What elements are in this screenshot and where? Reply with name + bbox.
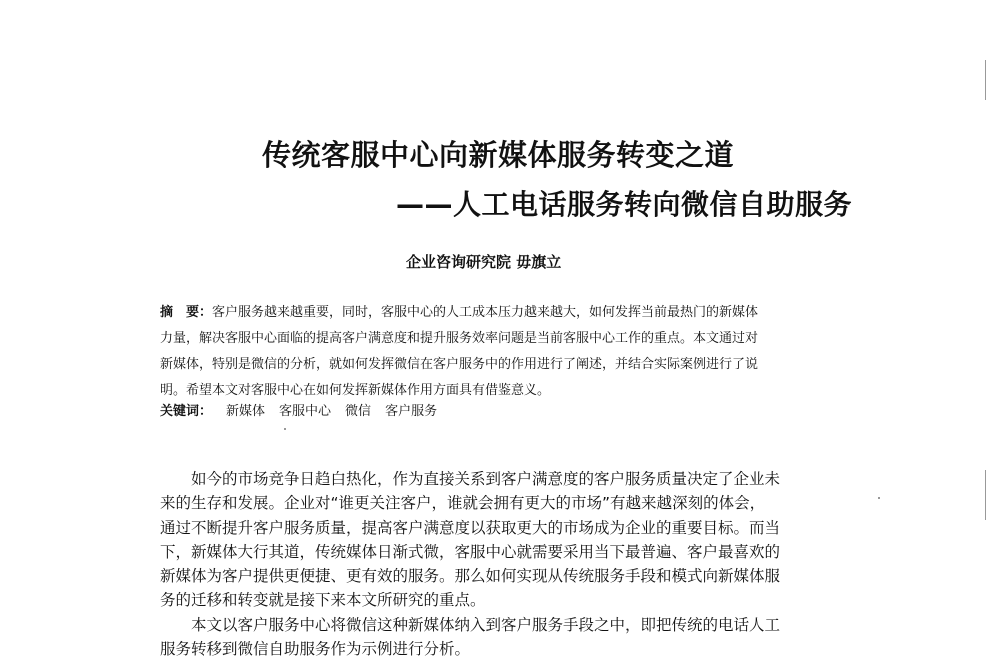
paragraph-line: 本文以客户服务中心将微信这种新媒体纳入到客户服务手段之中，即把传统的电话人工 (191, 615, 781, 634)
body-text (160, 467, 860, 661)
abstract-line: 力量，解决客服中心面临的提高客户满意度和提升服务效率问题是当前客服中心工作的重点。本文通过对 (160, 331, 759, 346)
article-subtitle: ——人工电话服务转向微信自助服务 (396, 188, 853, 221)
abstract-line (160, 300, 850, 326)
abstract-line: 明。希望本文对客服中心在如何发挥新媒体作用方面具有借鉴意义。 (160, 383, 551, 398)
scan-speck (284, 428, 286, 430)
keyword: 客服中心 (279, 404, 332, 419)
paragraph-line: 如今的市场竞争日趋白热化，作为直接关系到客户满意度的客户服务质量决定了企业未 (191, 470, 781, 488)
paragraph-line: 下，新媒体大行其道，传统媒体日渐式微，客服中心就需要采用当下最普遍、客户最喜欢的 (160, 542, 781, 561)
paragraph-line: 来的生存和发展。企业对“谁更关注客户，谁就会拥有更大的市场”有越来越深刻的体会， (160, 494, 766, 513)
paragraph-line: 通过不断提升客户服务质量，提高客户满意度以获取更大的市场成为企业的重要目标。而当 (160, 518, 781, 537)
article-title: 传统客服中心向新媒体服务转变之道 (262, 138, 735, 172)
abstract-text: 客户服务越来越重要，同时，客服中心的人工成本压力越来越大，如何发挥当前最热门的新媒体 (212, 305, 759, 320)
scan-edge-mark (985, 60, 986, 100)
keywords-block (160, 402, 850, 422)
abstract-block (160, 300, 850, 404)
keyword: 客户服务 (385, 404, 438, 419)
author-line: 企业咨询研究院 毋旗立 (406, 253, 562, 271)
scan-speck (878, 497, 880, 499)
scan-edge-mark (985, 470, 986, 520)
keywords-label: 关键词： (160, 404, 213, 419)
abstract-label: 摘 要： (160, 305, 213, 320)
paragraph-line: 务的迁移和转变就是接下来本文所研究的重点。 (160, 591, 486, 610)
paragraph-line: 服务转移到微信自助服务作为示例进行分析。 (160, 640, 471, 659)
keyword: 新媒体 (226, 404, 266, 419)
abstract-line: 新媒体，特别是微信的分析，就如何发挥微信在客户服务中的作用进行了阐述，并结合实际案例进行了说 (160, 357, 759, 372)
keyword: 微信 (345, 404, 372, 419)
paragraph-line: 新媒体为客户提供更便捷、更有效的服务。那么如何实现从传统服务手段和模式向新媒体服 (160, 567, 781, 586)
